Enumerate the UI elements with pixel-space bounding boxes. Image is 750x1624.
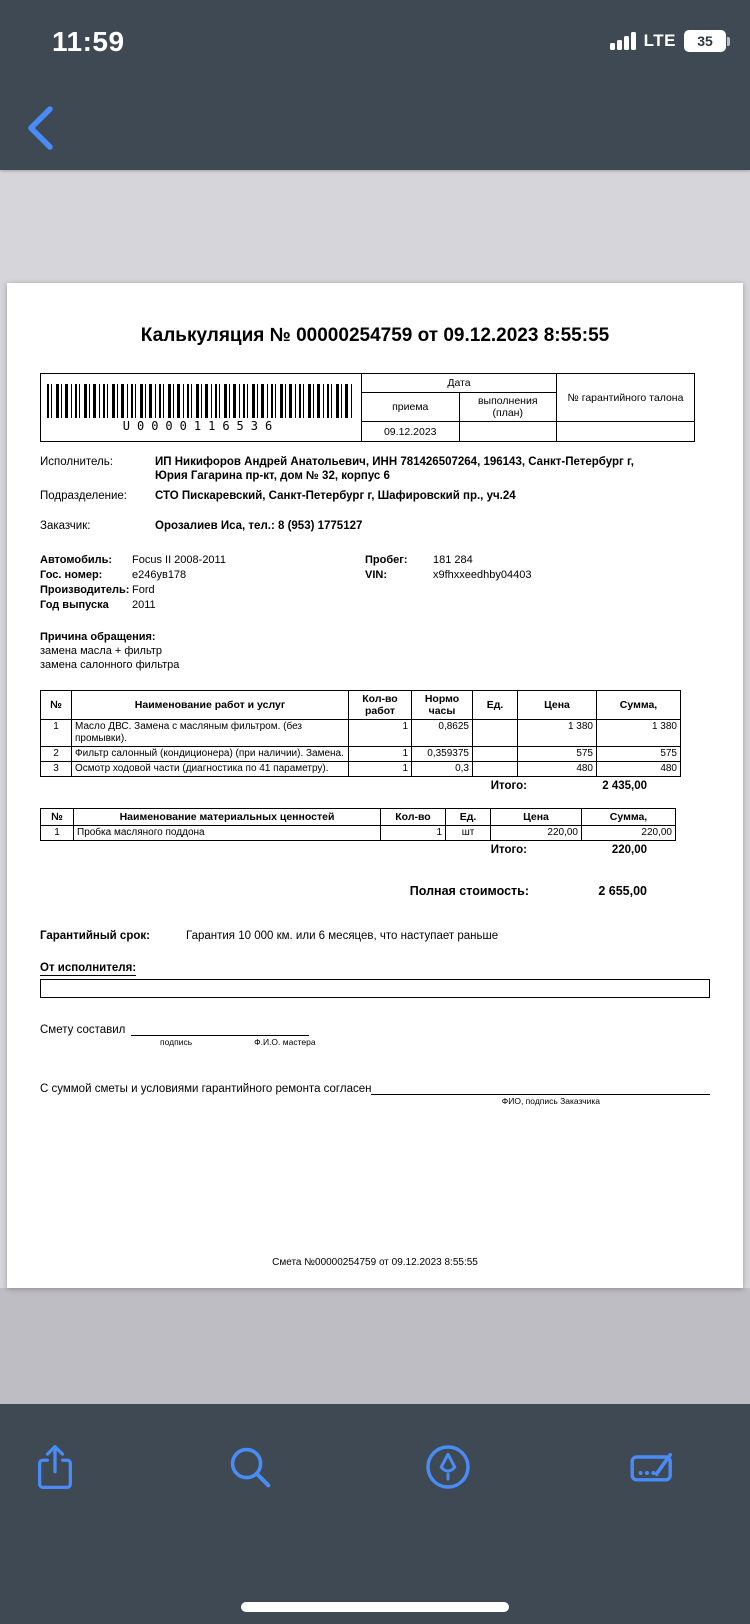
works-header-hours: Нормо часы: [412, 691, 473, 720]
division-value: СТО Пискаревский, Санкт-Петербург г, Шафировский пр., уч.24: [155, 490, 516, 502]
completion-date-header: выполнения (план): [459, 393, 557, 422]
works-header-sum: Сумма,: [597, 691, 681, 720]
warranty-ticket-header-cell: № гарантийного талона: [557, 374, 695, 422]
works-table: [40, 690, 681, 777]
reception-date-value: 09.12.2023: [362, 422, 460, 442]
year-value: 2011: [132, 599, 156, 611]
materials-header-num: №: [41, 809, 74, 826]
full-cost-label: Полная стоимость:: [409, 884, 529, 898]
materials-header-price: Цена: [491, 809, 582, 826]
works-row: 3 Осмотр ходовой части (диагностика по 41 параметру). 1 0,3 480 480: [41, 762, 681, 777]
master-name-hint: Ф.И.О. мастера: [254, 1037, 316, 1047]
materials-row: 1 Пробка масляного поддона 1 шт 220,00 220,00: [41, 826, 676, 841]
agreement-text: С суммой сметы и условиями гарантийного ремонта согласен: [40, 1083, 372, 1095]
warranty-value: Гарантия 10 000 км. или 6 месяцев, что наступает раньше: [186, 930, 499, 942]
materials-header-name: Наименование материальных ценностей: [74, 809, 381, 826]
share-icon: [32, 1441, 78, 1493]
customer-signature-line: [371, 1081, 710, 1095]
markup-button[interactable]: [421, 1438, 475, 1496]
master-signature-line: [131, 1022, 309, 1036]
car-label: Автомобиль:: [40, 554, 113, 566]
estimate-by-row: [40, 1022, 710, 1036]
executor-value: ИП Никифоров Андрей Анатольевич, ИНН 781426507264, 196143, Санкт-Петербург г, Юрия Гагарина пр-кт, дом № 32, корпус 6: [155, 456, 634, 482]
mileage-value: 181 284: [433, 554, 473, 566]
signal-strength-icon: [610, 32, 636, 50]
works-total-value: 2 435,00: [602, 780, 647, 792]
executor-signature-box: [40, 979, 710, 998]
vin-label: VIN:: [365, 569, 387, 581]
chevron-left-icon: [23, 104, 57, 152]
estimate-by-label: Смету составил: [40, 1024, 126, 1036]
full-cost-row: [40, 884, 647, 898]
search-icon: [226, 1443, 274, 1491]
customer-label: Заказчик:: [40, 520, 91, 532]
works-row: 2 Фильтр салонный (кондиционера) (при наличии). Замена. 1 0,359375 575 575: [41, 747, 681, 762]
document-footer: Смета №00000254759 от 09.12.2023 8:55:55: [272, 1257, 478, 1268]
materials-header-unit: Ед.: [446, 809, 491, 826]
materials-header-row: [41, 809, 676, 826]
warranty-ticket-value: [557, 422, 695, 442]
customer-agreement-row: [40, 1081, 710, 1095]
customer-signature-hint: ФИО, подпись Заказчика: [501, 1096, 600, 1106]
works-header-qty: Кол-во работ: [349, 691, 412, 720]
completion-date-value: [459, 422, 557, 442]
barcode-bars-icon: [47, 384, 355, 418]
share-button[interactable]: [28, 1438, 82, 1496]
document-title: Калькуляция № 00000254759 от 09.12.2023 8:55:55: [140, 325, 610, 346]
executor-label: Исполнитель:: [40, 456, 113, 468]
works-header-name: Наименование работ и услуг: [72, 691, 349, 720]
plate-label: Гос. номер:: [40, 569, 103, 581]
status-bar: [0, 24, 750, 64]
visit-reason-block: [40, 630, 710, 672]
signature-hint: подпись: [160, 1037, 193, 1047]
works-header-num: №: [41, 691, 72, 720]
barcode-date-table: [40, 373, 695, 442]
battery-icon: [684, 30, 730, 52]
vehicle-info-block: [40, 553, 710, 613]
barcode-number: U0000116536: [122, 418, 280, 433]
reason-label: Причина обращения:: [40, 631, 156, 643]
document-page[interactable]: [7, 283, 743, 1288]
works-total-label: Итого:: [490, 780, 527, 792]
date-header-cell: Дата: [362, 374, 557, 393]
warranty-label: Гарантийный срок:: [40, 930, 150, 942]
fill-sign-button[interactable]: [625, 1438, 679, 1496]
plate-value: е246ув178: [132, 569, 187, 581]
back-button[interactable]: [14, 100, 66, 156]
reason-line: замена масла + фильтр: [40, 645, 162, 657]
materials-total-row: [40, 844, 647, 856]
year-label: Год выпуска: [40, 599, 109, 611]
works-header-price: Цена: [518, 691, 597, 720]
reception-date-header: приема: [362, 393, 460, 422]
mileage-label: Пробег:: [365, 554, 408, 566]
status-time: 11:59: [52, 26, 125, 57]
signature-hints: [160, 1037, 710, 1047]
reason-line: замена салонного фильтра: [40, 659, 180, 671]
materials-header-sum: Сумма,: [582, 809, 676, 826]
maker-label: Производитель:: [40, 584, 130, 596]
works-header-row: [41, 691, 681, 720]
top-navigation-bar: [0, 0, 750, 170]
works-total-row: [40, 780, 647, 792]
materials-header-qty: Кол-во: [381, 809, 446, 826]
customer-value: Орозалиев Иса, тел.: 8 (953) 1775127: [155, 520, 363, 532]
full-cost-value: 2 655,00: [598, 884, 647, 898]
form-signature-icon: [627, 1443, 677, 1491]
customer-row: [40, 519, 710, 533]
bottom-toolbar: [0, 1404, 750, 1624]
division-row: [40, 489, 710, 503]
document-viewer-background-lower: [0, 1288, 750, 1404]
works-row: 1 Масло ДВС. Замена с масляным фильтром. (без промывки). 1 0,8625 1 380 1 380: [41, 720, 681, 747]
markup-pen-icon: [424, 1443, 472, 1491]
maker-value: Ford: [132, 584, 155, 596]
executor-row: [40, 455, 710, 483]
materials-total-label: Итого:: [490, 844, 527, 856]
barcode: [41, 374, 362, 442]
from-executor-label: От исполнителя:: [40, 962, 137, 974]
warranty-row: [40, 930, 710, 942]
search-button[interactable]: [223, 1438, 277, 1496]
battery-percentage: 35: [697, 33, 713, 49]
materials-table: [40, 808, 676, 841]
home-indicator[interactable]: [241, 1602, 509, 1612]
network-type-label: LTE: [643, 31, 676, 50]
materials-total-value: 220,00: [611, 844, 647, 856]
division-label: Подразделение:: [40, 490, 127, 502]
works-header-unit: Ед.: [473, 691, 518, 720]
vin-value: x9fhxxeedhby04403: [433, 569, 532, 581]
car-value: Focus II 2008-2011: [132, 554, 226, 566]
